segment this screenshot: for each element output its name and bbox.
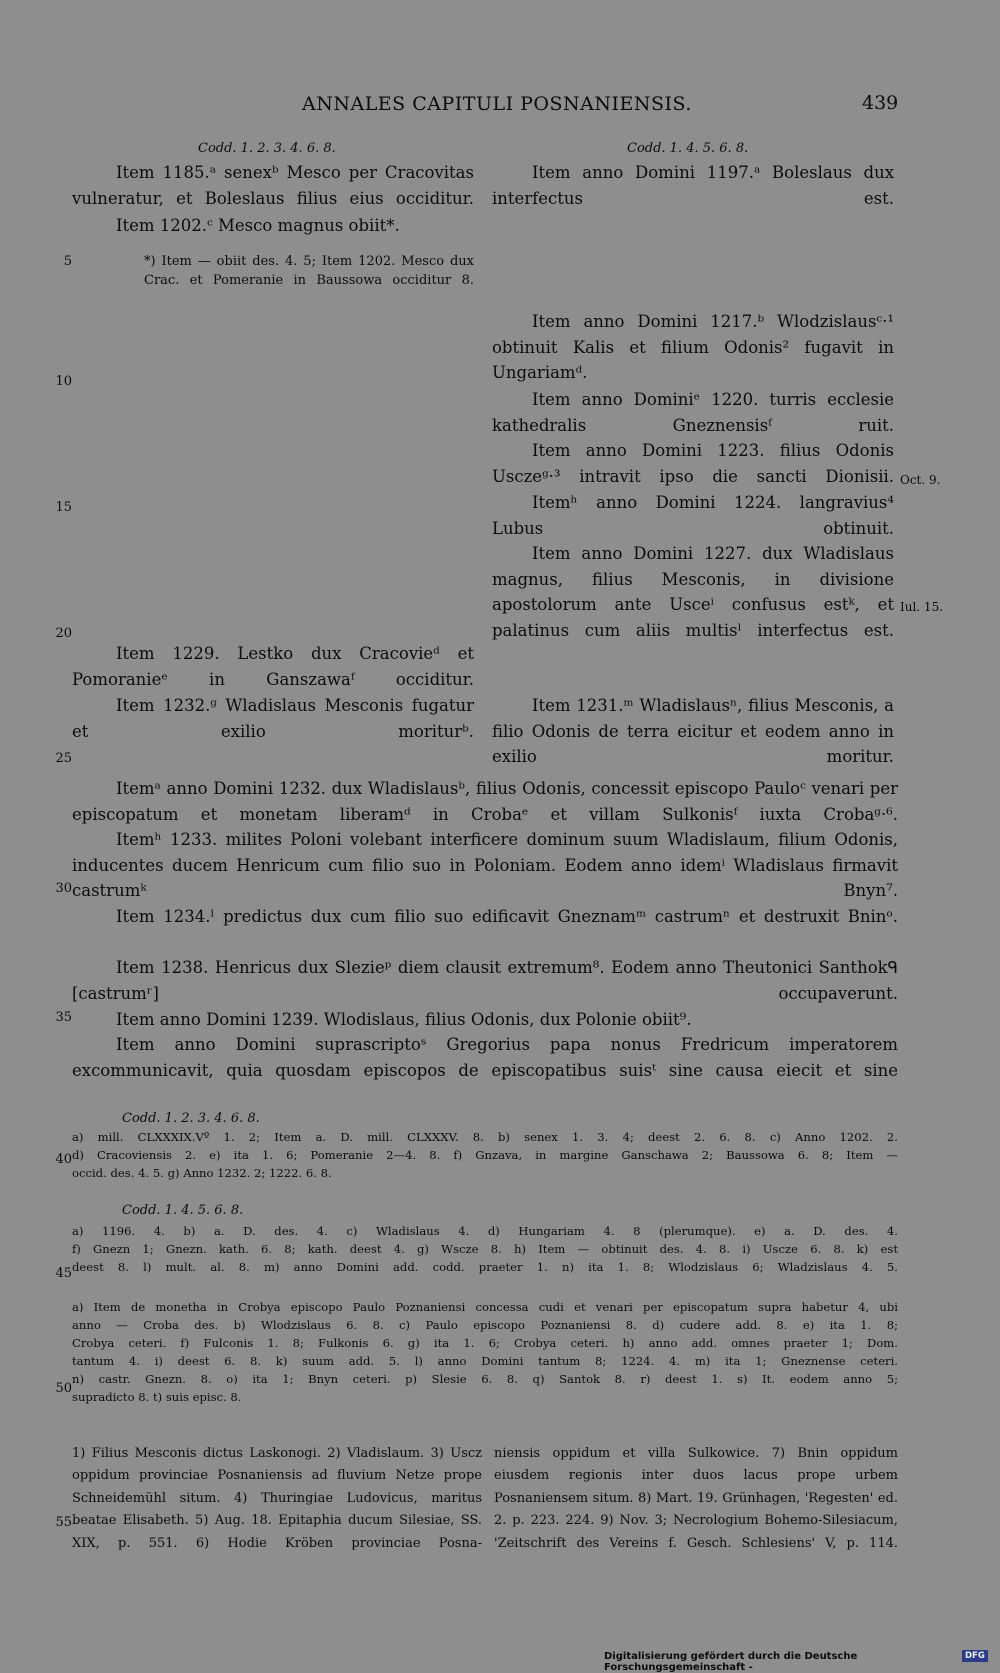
line-number: 15 [55,500,72,515]
entry-1233: Itemʰ 1233. milites Poloni volebant interficere dominum suum Wladislaum, filium Odonis, inducentes ducem Henricum cum filio suo in Poloniam. Eodem anno idemⁱ Wladislaus firmavit castrumᵏ Bnyn⁷. [72,830,898,901]
left-codices: Codd. 1. 2. 3. 4. 6. 8. [198,141,336,156]
variant-line: supradicto 8. t) suis episc. 8. [72,1389,242,1404]
line-number: 50 [55,1381,72,1396]
variant-line: d) Cracoviensis 2. e) ita 1. 6; Pomeranie 2—4. 8. f) Gnzava, in margine Ganschawa 2; Baussowa 6. 8; Item — [72,1147,898,1162]
line-number: 45 [55,1266,72,1281]
variant-line: a) 1196. 4. b) a. D. des. 4. c) Wladislaus 4. d) Hungariam 4. 8 (plerumque). e) a. D. des. 4. [72,1224,898,1238]
entry-suprascripto: Item anno Domini suprascriptoˢ Gregorius papa nonus Fredricum imperatorem excommunicavit, quia quosdam episcopos de episcopatibus suisᵗ sine causa eiecit et sine [72,1035,898,1080]
margin-date-oct: Oct. 9. [900,473,941,487]
variant-line: n) castr. Gnezn. 8. o) ita 1; Bnyn ceteri. p) Slesie 6. 8. q) Santok 8. r) deest 1. s) It. eodem anno 5; [72,1371,898,1386]
entry-1239: Item anno Domini 1239. Wlodislaus, filius Odonis, dux Polonie obiit⁹. [116,1010,692,1029]
left-entry-1185: Item 1185.ᵃ senexᵇ Mesco per Cracovitas vulneratur, et Boleslaus filius eius occiditur. [72,163,474,208]
line-number: 5 [63,254,72,269]
left-entry-1202: Item 1202.ᶜ Mesco magnus obiit*. [116,216,400,235]
variant-line: anno — Croba des. b) Wlodzislaus 6. 8. c) Paulo episcopo Poznaniensi 8. d) cudere add. 8. e) ita 1. 8; [72,1317,898,1332]
right-entry-1227: Item anno Domini 1227. dux Wladislaus magnus, filius Mesconis, in divisione apostolorum ante Usceⁱ confusus estᵏ, et palatinus cum aliis multisˡ interfectus est. [492,544,894,641]
variant-line: f) Gnezn 1; Gnezn. kath. 6. 8; kath. deest 4. g) Wscze 8. h) Item — obtinuit des. 4. 8. i) Uscze 6. 8. k) est [72,1241,898,1256]
right-entry-1220: Item anno Dominiᵉ 1220. turris ecclesie kathedralis Gneznensisᶠ ruit. [492,390,894,435]
right-entry-1224: Itemʰ anno Domini 1224. langravius⁴ Lubus obtinuit. [492,493,894,538]
line-number: 30 [55,881,72,896]
right-entry-1231: Item 1231.ᵐ Wladislausⁿ, filius Mesconis, a filio Odonis de terra eicitur et eodem anno in exilio moritur. [492,696,894,767]
running-title: ANNALES CAPITULI POSNANIENSIS. [302,93,692,115]
line-number: 40 [55,1152,72,1167]
variant-line: tantum 4. i) deest 6. 8. k) suum add. 5. l) anno Domini tantum 8; 1224. 4. m) ita 1; Gneznense ceteri. [72,1353,898,1368]
variant-line: occid. des. 4. 5. g) Anno 1232. 2; 1222. 6. 8. [72,1165,332,1180]
entry-1232-full: Itemᵃ anno Domini 1232. dux Wladislausᵇ, filius Odonis, concessit episcopo Pauloᶜ venari per episcopatum et monetam liberamᵈ in Crobaᵉ et villam Sulkonisᶠ iuxta Crobaᵍ·⁶. [72,779,898,824]
line-number: 10 [55,374,72,389]
right-codices: Codd. 1. 4. 5. 6. 8. [627,141,749,156]
right-entry-1197: Item anno Domini 1197.ᵃ Boleslaus dux interfectus est. [492,163,894,208]
entry-1234: Item 1234.ˡ predictus dux cum filio suo edificavit Gneznamᵐ castrumⁿ et destruxit Bninᵒ. [116,907,898,926]
variant-line: deest 8. l) mult. al. 8. m) anno Domini add. codd. praeter 1. n) ita 1. 8; Wlodzislaus 6; Wladzislaus 4. 5. [72,1259,898,1274]
page-number: 439 [862,92,899,114]
variant-line: Crobya ceteri. f) Fulconis 1. 8; Fulkonis 6. g) ita 1. 6; Crobya ceteri. h) anno add. omnes praeter 1; Dom. [72,1335,898,1350]
right-entry-1223: Item anno Domini 1223. filius Odonis Usczeᵍ·³ intravit ipso die sancti Dionisii. [492,441,894,486]
variants-codices-1: Codd. 1. 2. 3. 4. 6. 8. [122,1111,260,1126]
line-number: 55 [55,1515,72,1530]
variants-codices-2: Codd. 1. 4. 5. 6. 8. [122,1203,244,1218]
line-number: 25 [55,751,72,766]
variant-line: a) Item de monetha in Crobya episcopo Paulo Poznaniensi concessa cudi et venari per episcopatum supra habetur 4, ubi [72,1300,898,1314]
line-number: 35 [55,1010,72,1025]
variant-line: a) mill. CLXXXIX.Vº 1. 2; Item a. D. mill. CLXXXV. 8. b) senex 1. 3. 4; deest 2. 6. 8. c) Anno 1202. 2. [72,1130,898,1144]
left-star-note: *) Item — obiit des. 4. 5; Item 1202. Mesco dux Crac. et Pomeranie in Baussowa occiditur 8. [144,254,474,288]
historical-notes-right: niensis oppidum et villa Sulkowice. 7) Bnin oppidum eiusdem regionis inter duos lacus prope urbem Posnaniensem situm. 8) Mart. 19. Grünhagen, 'Regesten' ed. 2. p. 223. 224. 9) Nov. 3; Necrologium Bohemo-Silesiacum, 'Zeitschrift des Vereins f. Gesch. Schlesiens' V, p. 114. [494,1446,898,1551]
dfg-logo: DFG [962,1650,988,1662]
historical-notes-left: 1) Filius Mesconis dictus Laskonogi. 2) Vladislaum. 3) Uscz oppidum provinciae Posnaniensis ad fluvium Netze prope Schneidemühl situm. 4) Thuringiae Ludovicus, maritus beatae Elisabeth. 5) Aug. 18. Epitaphia ducum Silesiae, SS. XIX, p. 551. 6) Hodie Kröben provinciae Posna- [72,1446,482,1551]
line-number: 20 [55,626,72,641]
left-entry-1232: Item 1232.ᵍ Wladislaus Mesconis fugatur et exilio moriturᵇ. [72,696,474,741]
digitization-credit: Digitalisierung gefördert durch die Deutsche Forschungsgemeinschaft - [604,1651,858,1673]
right-entry-1217: Item anno Domini 1217.ᵇ Wlodzislausᶜ·¹ obtinuit Kalis et filium Odonis² fugavit in Ungariamᵈ. [492,312,894,383]
left-entry-1229: Item 1229. Lestko dux Cracovieᵈ et Pomoranieᵉ in Ganszawaᶠ occiditur. [72,644,474,689]
margin-date-iul: Iul. 15. [900,600,944,614]
entry-1238: Item 1238. Henricus dux Slezieᵖ diem clausit extremum⁸. Eodem anno Theutonici Santhokᑫ [castrumʳ] occupaverunt. [72,958,898,1003]
